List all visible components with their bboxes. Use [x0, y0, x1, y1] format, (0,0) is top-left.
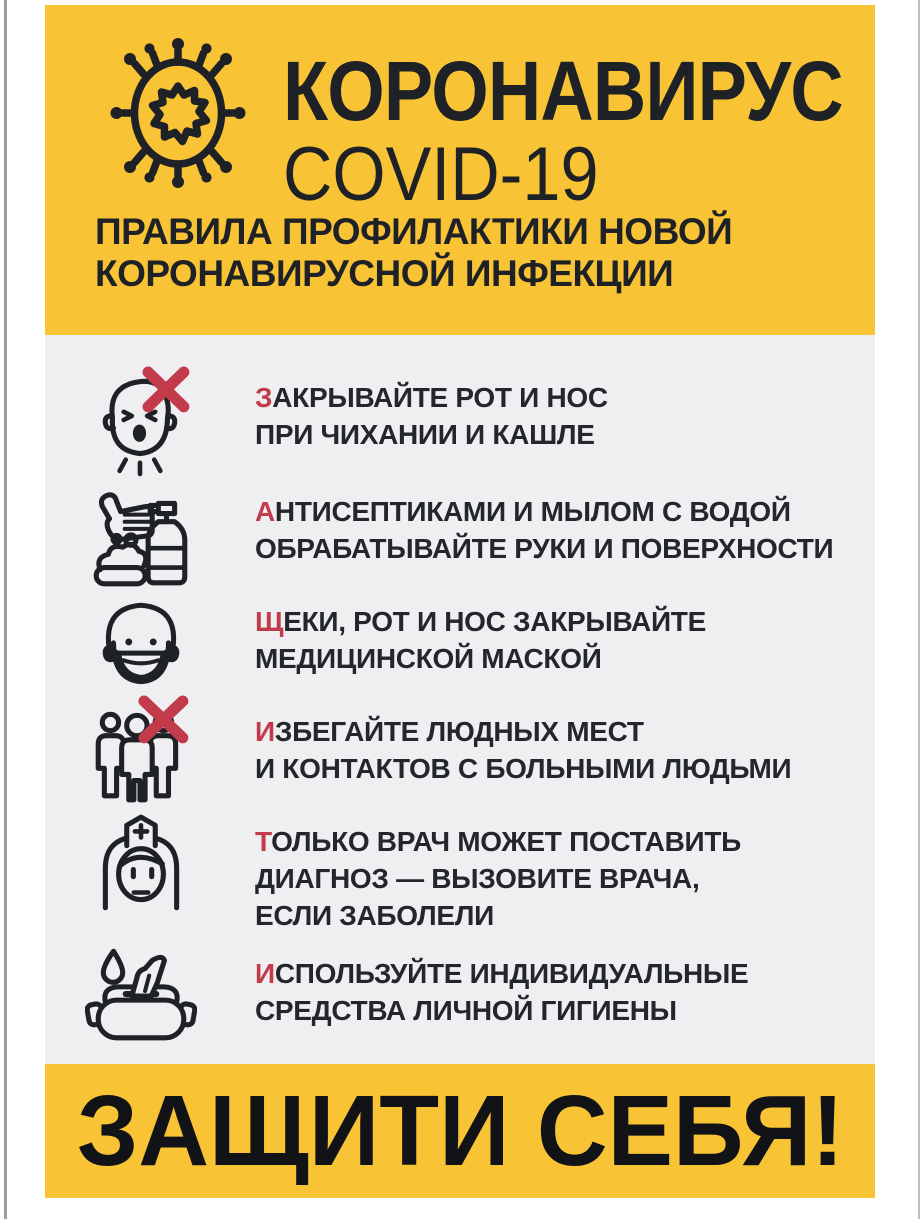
rule-line: ТОЛЬКО ВРАЧ МОЖЕТ ПОСТАВИТЬ	[255, 826, 741, 857]
rule-line: ИСПОЛЬЗУЙТЕ ИНДИВИДУАЛЬНЫЕ	[255, 958, 749, 989]
poster-header	[45, 5, 875, 335]
hygiene-wipes-icon	[85, 937, 197, 1049]
coronavirus-icon	[103, 29, 253, 197]
rule-line: АНТИСЕПТИКАМИ И МЫЛОМ С ВОДОЙ	[255, 496, 791, 527]
rule-line: ОБРАБАТЫВАЙТЕ РУКИ И ПОВЕРХНОСТИ	[255, 533, 834, 564]
rule-item	[255, 493, 833, 567]
rule-line: СРЕДСТВА ЛИЧНОЙ ГИГИЕНЫ	[255, 995, 677, 1026]
sneeze-cover-icon	[85, 365, 197, 477]
rule-line: ДИАГНОЗ — ВЫЗОВИТЕ ВРАЧА,	[255, 863, 700, 894]
rule-line: ЕСЛИ ЗАБОЛЕЛИ	[255, 900, 494, 931]
rule-line: И КОНТАКТОВ С БОЛЬНЫМИ ЛЮДЬМИ	[255, 753, 792, 784]
poster-subtitle	[95, 211, 732, 295]
rule-item	[255, 379, 608, 453]
rule-lead-letter: Щ	[255, 606, 284, 637]
nurse-doctor-icon	[85, 809, 197, 921]
rule-lead-letter: А	[255, 496, 275, 527]
rule-lead-letter: З	[255, 382, 273, 413]
poster-footer	[45, 1064, 875, 1198]
covid-prevention-poster	[45, 5, 875, 1198]
rule-line: ЩЕКИ, РОТ И НОС ЗАКРЫВАЙТЕ	[255, 606, 706, 637]
rule-item	[255, 955, 748, 1029]
rule-line: ПРИ ЧИХАНИИ И КАШЛЕ	[255, 419, 595, 450]
rules-list	[45, 335, 875, 1064]
hand-sanitizer-soap-icon	[85, 481, 197, 593]
rule-lead-letter: И	[255, 716, 275, 747]
rule-item	[255, 823, 741, 934]
page-edge-line-left	[4, 0, 7, 1219]
rule-lead-letter: И	[255, 958, 275, 989]
subtitle-line-1: ПРАВИЛА ПРОФИЛАКТИКИ НОВОЙ	[95, 211, 733, 252]
rule-line: МЕДИЦИНСКОЙ МАСКОЙ	[255, 643, 602, 674]
avoid-crowd-icon	[85, 695, 197, 807]
subtitle-line-2: КОРОНАВИРУСНОЙ ИНФЕКЦИИ	[95, 253, 674, 294]
rule-lead-letter: Т	[255, 826, 272, 857]
poster-title: КОРОНАВИРУС	[283, 44, 843, 138]
rule-item	[255, 713, 791, 787]
rule-line: ЗАКРЫВАЙТЕ РОТ И НОС	[255, 382, 608, 413]
footer-slogan: ЗАЩИТИ СЕБЯ!	[76, 1075, 844, 1187]
page-edge-line-right	[918, 0, 920, 1219]
poster-title-covid: COVID-19	[283, 132, 599, 217]
medical-mask-icon	[85, 590, 197, 702]
rule-item	[255, 603, 706, 677]
rule-line: ИЗБЕГАЙТЕ ЛЮДНЫХ МЕСТ	[255, 716, 644, 747]
